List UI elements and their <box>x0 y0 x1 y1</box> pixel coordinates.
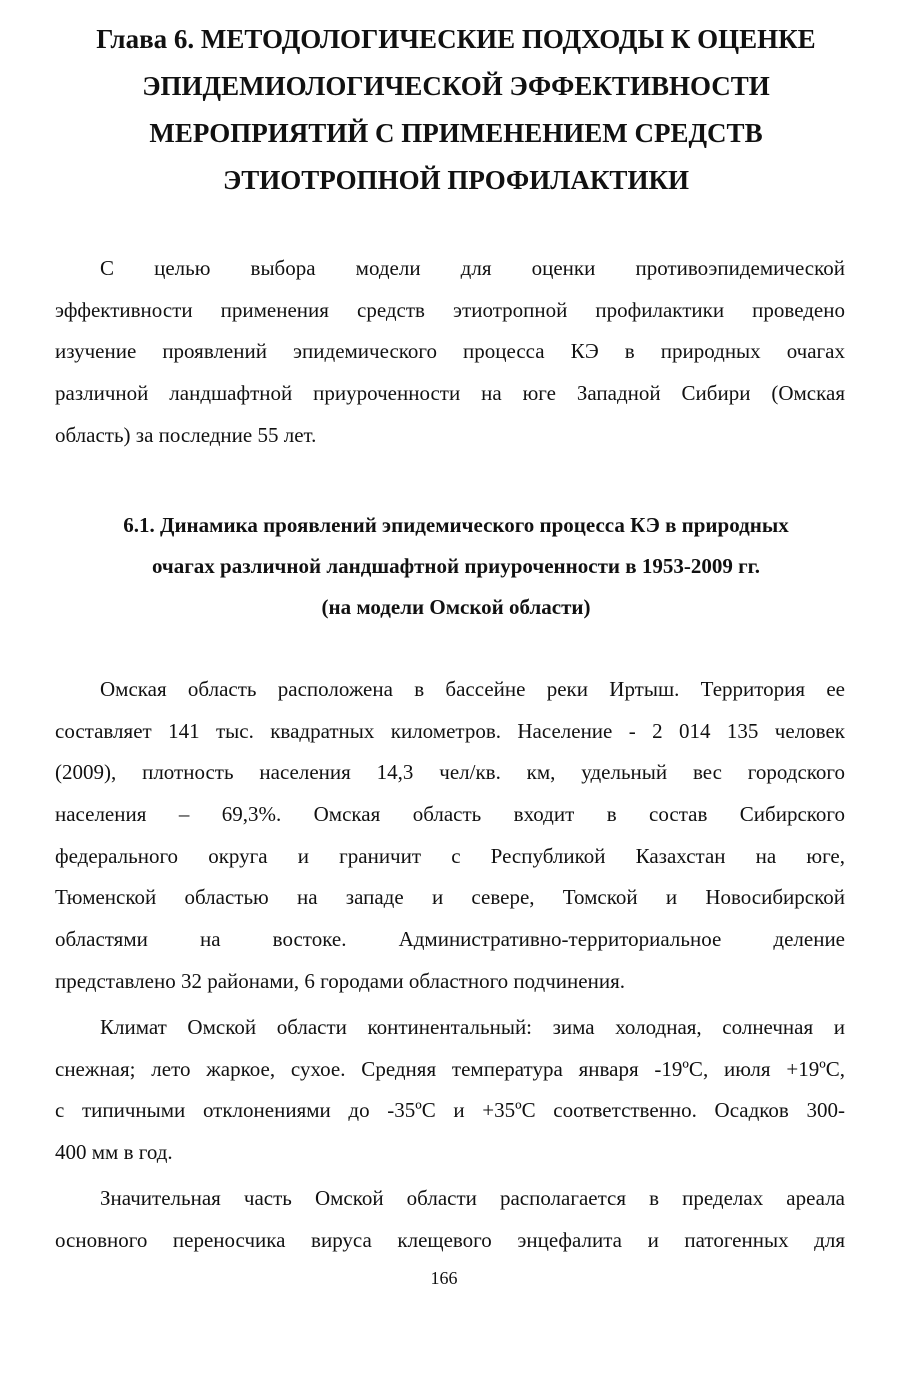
text-line: С целью выбора модели для оценки противоэпидемической <box>100 256 845 280</box>
section-title-line: (на модели Омской области) <box>321 595 591 619</box>
text-line: эффективности применения средств этиотропной профилактики проведено <box>55 297 845 322</box>
chapter-title-line: ЭПИДЕМИОЛОГИЧЕСКОЙ ЭФФЕКТИВНОСТИ <box>142 71 770 101</box>
text-line: областями на востоке. Административно-территориальное деление <box>55 927 845 952</box>
text-line: населения – 69,3%. Омская область входит в состав Сибирского <box>55 802 845 827</box>
page-number: 166 <box>430 1268 458 1288</box>
text-line: различной ландшафтной приуроченности на юге Западной Сибири (Омская <box>55 381 845 406</box>
chapter-title-line: Глава 6. МЕТОДОЛОГИЧЕСКИЕ ПОДХОДЫ К ОЦЕНКЕ <box>96 24 816 54</box>
section-title <box>56 505 856 628</box>
text-line: 400 мм в год. <box>55 1140 173 1165</box>
text-line: Значительная часть Омской области располагается в пределах ареала <box>100 1186 845 1210</box>
chapter-title-line: МЕРОПРИЯТИЙ С ПРИМЕНЕНИЕМ СРЕДСТВ <box>149 118 763 148</box>
text-line: основного переносчика вируса клещевого энцефалита и патогенных для <box>55 1227 845 1252</box>
text-line: изучение проявлений эпидемического процесса КЭ в природных очагах <box>55 339 845 364</box>
text-line: с типичными отклонениями до -35ºС и +35ºС соответственно. Осадков 300- <box>55 1098 845 1123</box>
chapter-title <box>56 16 856 204</box>
text-line: снежная; лето жаркое, сухое. Средняя температура января -19ºС, июля +19ºС, <box>55 1056 845 1081</box>
text-line: область) за последние 55 лет. <box>55 422 317 447</box>
text-line: (2009), плотность населения 14,3 чел/кв. км, удельный вес городского <box>55 760 845 785</box>
text-line: представлено 32 районами, 6 городами областного подчинения. <box>55 968 625 993</box>
text-line: составляет 141 тыс. квадратных километров. Население - 2 014 135 человек <box>55 718 845 743</box>
text-line: Климат Омской области континентальный: зима холодная, солнечная и <box>100 1015 845 1039</box>
section-title-line: очагах различной ландшафтной приуроченности в 1953-2009 гг. <box>151 554 761 578</box>
paragraph-territory <box>55 669 845 1003</box>
paragraph-vector-area <box>55 1178 845 1261</box>
chapter-title-line: ЭТИОТРОПНОЙ ПРОФИЛАКТИКИ <box>222 165 690 195</box>
text-line: федерального округа и граничит с Республикой Казахстан на юге, <box>55 843 845 868</box>
paragraph-climate <box>55 1007 845 1174</box>
section-title-line: 6.1. Динамика проявлений эпидемического процесса КЭ в природных <box>123 513 789 537</box>
text-line: Тюменской областью на западе и севере, Томской и Новосибирской <box>55 885 845 910</box>
intro-paragraph <box>55 248 845 456</box>
text-line: Омская область расположена в бассейне реки Иртыш. Территория ее <box>100 677 845 701</box>
